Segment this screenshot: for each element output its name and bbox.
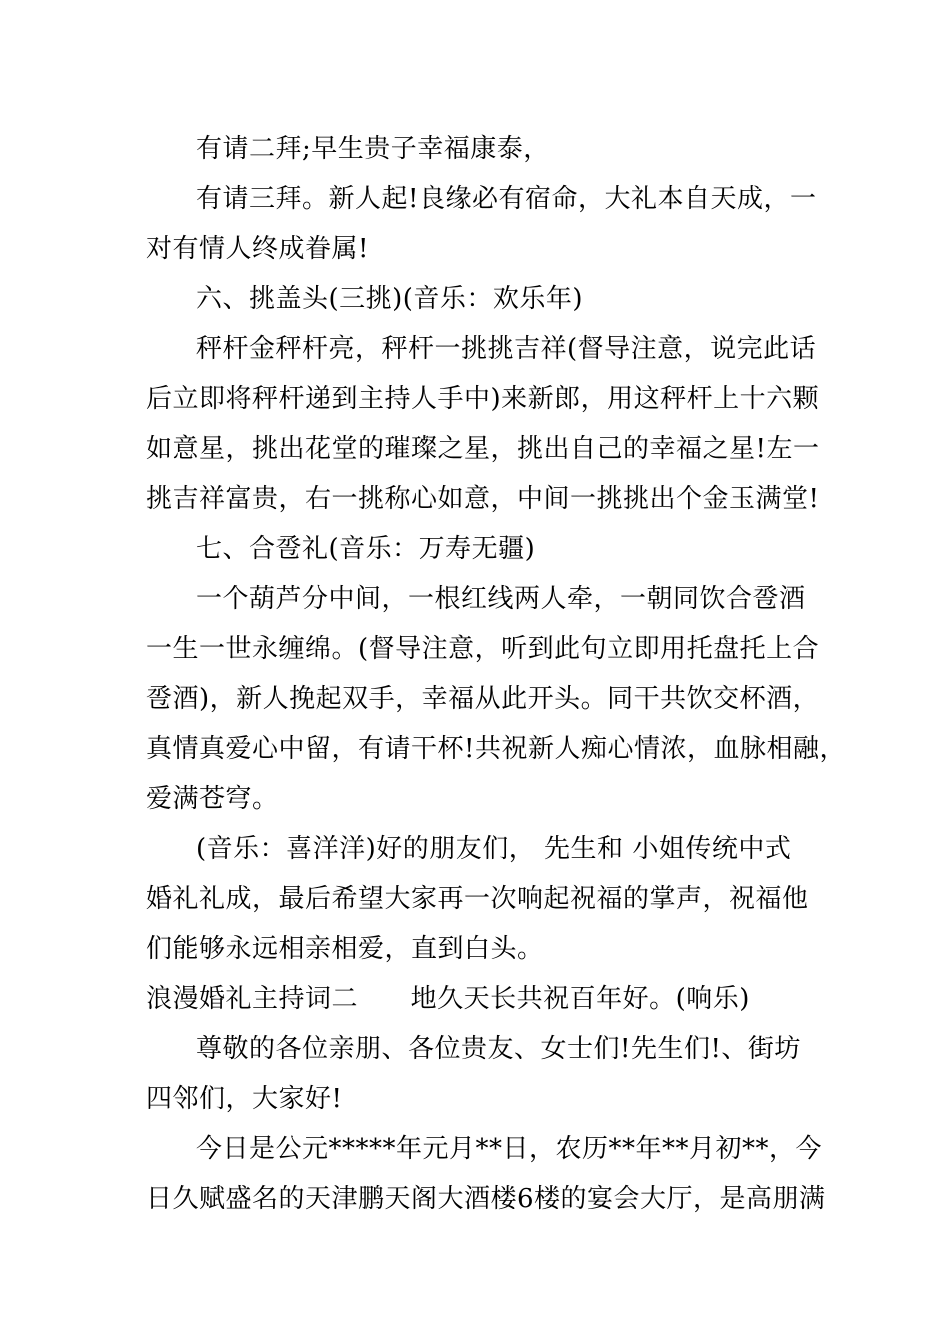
text-line: 四邻们，大家好! xyxy=(146,1084,343,1114)
text-line: 有请二拜;早生贵子幸福康泰， xyxy=(196,134,550,164)
text-line: 爱满苍穹。 xyxy=(146,784,279,814)
text-line: 真情真爱心中留，有请干杯!共祝新人痴心情浓，血脉相融， xyxy=(146,734,846,764)
text-line: 今日是公元*****年元月**日，农历**年**月初**，今 xyxy=(196,1134,823,1164)
text-line: 如意星，挑出花堂的璀璨之星，挑出自己的幸福之星!左一 xyxy=(146,434,820,464)
text-line: 秤杆金秤杆亮，秤杆一挑挑吉祥(督导注意，说完此话 xyxy=(196,334,817,364)
text-line: 对有情人终成眷属! xyxy=(146,234,369,264)
section-heading: 六、挑盖头(三挑)(音乐：欢乐年) xyxy=(196,284,584,314)
section-title: 浪漫婚礼主持词二 地久天长共祝百年好。(响乐) xyxy=(146,984,750,1014)
text-line: 有请三拜。新人起!良缘必有宿命，大礼本自天成，一 xyxy=(196,184,817,214)
text-line: 卺酒)，新人挽起双手，幸福从此开头。同干共饮交杯酒， xyxy=(146,684,820,714)
section-heading: 七、合卺礼(音乐：万寿无疆) xyxy=(196,534,536,564)
text-line: 们能够永远相亲相爱，直到白头。 xyxy=(146,934,544,964)
text-line: (音乐：喜洋洋)好的朋友们， 先生和 小姐传统中式 xyxy=(196,834,792,864)
text-line: 婚礼礼成，最后希望大家再一次响起祝福的掌声，祝福他 xyxy=(146,884,809,914)
text-line: 一生一世永缠绵。(督导注意，听到此句立即用托盘托上合 xyxy=(146,634,820,664)
text-line: 尊敬的各位亲朋、各位贵友、女士们!先生们!、街坊 xyxy=(196,1034,801,1064)
text-line: 挑吉祥富贵，右一挑称心如意，中间一挑挑出个金玉满堂! xyxy=(146,484,820,514)
text-line: 日久赋盛名的天津鹏天阁大酒楼6楼的宴会大厅，是高朋满 xyxy=(146,1184,826,1214)
text-line: 后立即将秤杆递到主持人手中)来新郎，用这秤杆上十六颗 xyxy=(146,384,820,414)
text-line: 一个葫芦分中间，一根红线两人牵，一朝同饮合卺酒 xyxy=(196,584,806,614)
